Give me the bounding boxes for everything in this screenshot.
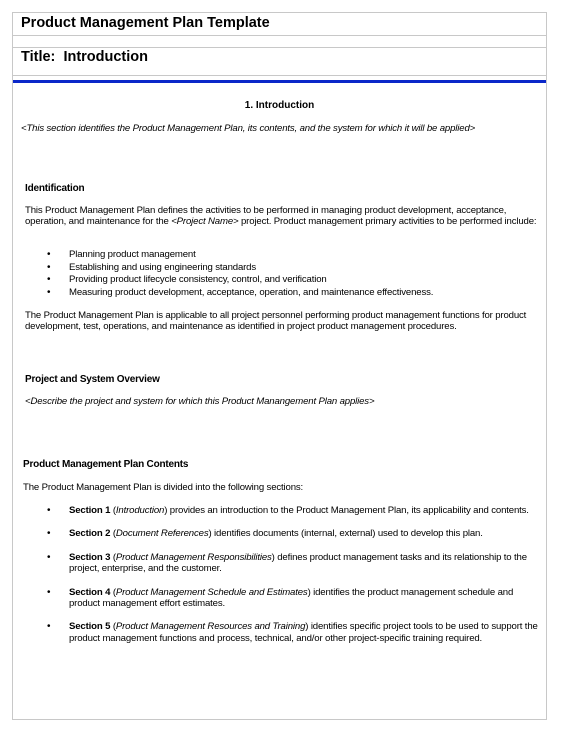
section-ref: Product Management Responsibilities: [115, 551, 272, 563]
identification-text-1: This Product Management Plan defines the activities to be performed in managing product development, acceptance, operation, and maintenance for the: [25, 205, 507, 228]
activity-list: [25, 249, 537, 299]
project-name-placeholder: <Project Name>: [171, 216, 239, 228]
list-item: • Providing product lifecycle consistency, control, and verification: [25, 274, 537, 287]
list-item: • Establishing and using engineering standards: [25, 262, 537, 275]
list-item: • Measuring product development, acceptance, operation, and maintenance effectiveness.: [25, 287, 537, 300]
section-label: Section 5: [69, 621, 111, 633]
section-item: • Section 3 (Product Management Responsibilities) defines product management tasks and its relationship to the project, enterprise, and the customer.: [25, 552, 543, 575]
section-ref: Product Management Resources and Training: [115, 621, 306, 633]
section-ref: Introduction: [115, 505, 165, 516]
section-label: Section 2: [69, 528, 111, 540]
section-label: Section 4: [69, 586, 111, 598]
contents-heading: Product Management Plan Contents: [23, 459, 189, 470]
section-ref: Document References: [115, 528, 209, 540]
section-item: • Section 4 (Product Management Schedule and Estimates) identifies the product management schedule and product management effort estimates.: [25, 587, 543, 610]
applicability-paragraph: The Product Management Plan is applicable to all project personnel performing product management functions for product development, test, operations, and maintenance as identified in project product management procedures.: [25, 310, 527, 333]
document-title: Product Management Plan Template: [21, 15, 270, 31]
section-item: • Section 5 (Product Management Resources and Training) identifies specific project tools to be used to support the product management functions and process, technical, and/or other project-specific training required.: [25, 621, 543, 644]
section-label: Section 3: [69, 551, 111, 563]
header-divider: [13, 80, 546, 83]
header-spacer: [13, 35, 546, 48]
overview-note: <Describe the project and system for which this Product Manangement Plan applies>: [25, 396, 375, 407]
section-label: Section 1: [69, 505, 111, 516]
section-text: identifies specific project tools to be used to support the product management functions and process, technical, and/or other project-specific training required.: [69, 621, 538, 644]
section-item: • Section 2 (Document References) identifies documents (internal, external) used to develop this plan.: [25, 528, 543, 539]
list-item: • Planning product management: [25, 249, 537, 262]
identification-text-2: project. Product management primary activities to be performed include:: [238, 216, 537, 228]
intro-note: <This section identifies the Product Management Plan, its contents, and the system for which it will be applied>: [21, 123, 476, 134]
section-text: defines product management tasks and its relationship to the project, enterprise, and the customer.: [69, 551, 527, 575]
section-title-label: Title:: [21, 49, 56, 65]
overview-heading: Project and System Overview: [25, 374, 160, 385]
contents-intro: The Product Management Plan is divided into the following sections:: [23, 482, 304, 493]
section-text: identifies documents (internal, external) used to develop this plan.: [211, 528, 483, 540]
section-text: provides an introduction to the Product Management Plan, its applicability and contents.: [167, 505, 529, 516]
sections-list: [25, 505, 543, 656]
document-page: [12, 12, 547, 720]
section-title: [21, 49, 148, 65]
identification-heading: Identification: [25, 183, 85, 194]
section-title-name: Introduction: [63, 49, 149, 65]
section-item: • Section 1 (Introduction) provides an introduction to the Product Management Plan, its applicability and contents.: [25, 505, 543, 516]
section-text: identifies the product management schedule and product management effort estimates.: [69, 586, 514, 610]
section-ref: Product Management Schedule and Estimates: [115, 586, 308, 598]
identification-paragraph: [25, 205, 537, 228]
intro-heading: 1. Introduction: [244, 100, 315, 111]
